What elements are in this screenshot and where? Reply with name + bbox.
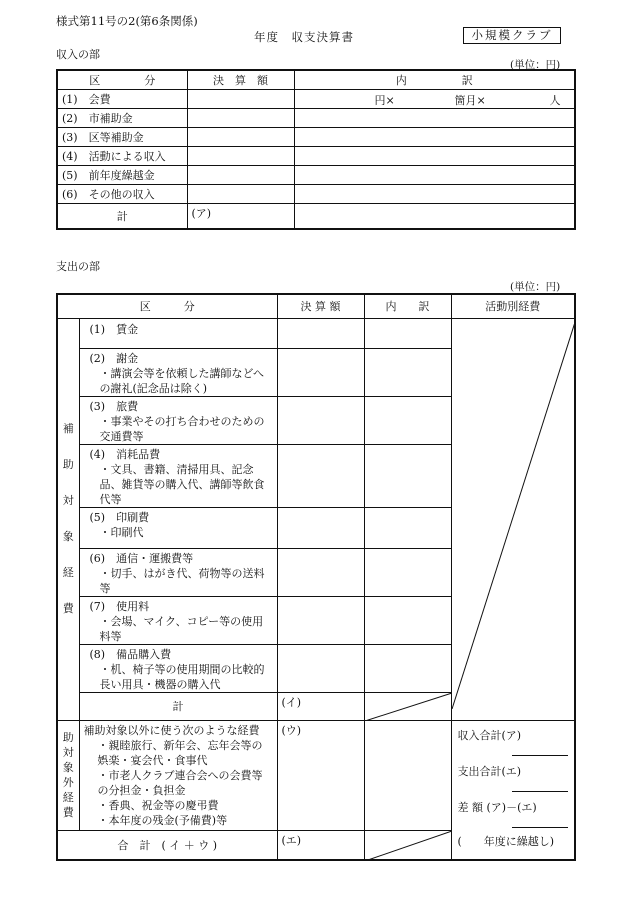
summary-cell — [451, 720, 575, 860]
non-subsidy-category-label: 助 対 象 外 経 費 — [57, 720, 79, 830]
non-subsidy-mark: (ウ) — [281, 723, 302, 737]
expense-detail-cell[interactable] — [364, 596, 451, 644]
expense-item-desc: ・講演会等を依頼した講師などへの謝礼(記念品は除く) — [99, 366, 265, 395]
expense-table — [56, 293, 576, 861]
summary-expense-total: 支出合計(エ) — [457, 764, 522, 778]
income-detail-cell[interactable] — [294, 127, 575, 146]
expense-item — [79, 348, 277, 396]
form-number: 様式第11号の2(第6条関係) — [56, 14, 198, 28]
expense-item-title: (4) 消耗品費 — [89, 447, 161, 461]
expense-detail-cell[interactable] — [364, 644, 451, 692]
expense-amount-cell[interactable] — [277, 348, 364, 396]
subtotal-diagonal — [365, 693, 452, 721]
subsidy-category-label: 補 助 対 象 経 費 — [57, 318, 79, 720]
income-header-category: 区 分 — [57, 70, 187, 89]
non-subsidy-amount-cell[interactable] — [277, 720, 364, 830]
expense-detail-cell[interactable] — [364, 444, 451, 507]
summary-expense-line — [512, 791, 568, 792]
summary-income-line — [512, 755, 568, 756]
expense-item-title: (1) 賃金 — [89, 322, 139, 336]
income-row-label: (4) 活動による収入 — [57, 146, 187, 165]
income-row-label: (1) 会費 — [57, 89, 187, 108]
non-subsidy-detail-cell[interactable] — [364, 720, 451, 830]
expense-item — [79, 596, 277, 644]
expense-item-title: (5) 印刷費 — [89, 510, 150, 524]
expense-amount-cell[interactable] — [277, 318, 364, 348]
summary-income-total: 収入合計(ア) — [457, 728, 522, 742]
expense-item-title: (2) 謝金 — [89, 351, 139, 365]
expense-item — [79, 396, 277, 444]
income-row-label: (2) 市補助金 — [57, 108, 187, 127]
activity-cost-column — [451, 318, 575, 720]
income-section-title: 収入の部 — [56, 48, 100, 61]
expense-detail-cell[interactable] — [364, 348, 451, 396]
expense-item-title: (8) 備品購入費 — [89, 647, 172, 661]
non-subsidy-description — [79, 720, 277, 830]
income-detail-cell[interactable] — [294, 89, 575, 108]
expense-header-amount: 決 算 額 — [277, 294, 364, 318]
membership-unit-yen: 円× — [374, 93, 395, 107]
non-subsidy-line: ・本年度の残金(予備費)等 — [97, 813, 228, 827]
expense-amount-cell[interactable] — [277, 396, 364, 444]
subsidy-subtotal-cell[interactable] — [277, 692, 364, 720]
income-detail-cell[interactable] — [294, 108, 575, 127]
document-title: 年度 収支決算書 — [254, 30, 354, 44]
non-subsidy-line: ・親睦旅行、新年会、忘年会等の娯楽・宴会代・食事代 — [97, 738, 263, 767]
income-detail-cell[interactable] — [294, 184, 575, 203]
income-amount-cell[interactable] — [187, 146, 294, 165]
expense-item-desc: ・文具、書籍、清掃用具、記念品、雑貨等の購入代、講師等飲食代等 — [99, 462, 265, 506]
non-subsidy-line: ・市老人クラブ連合会への会費等の分担金・負担金 — [97, 768, 263, 797]
membership-unit-people: 人 — [549, 93, 561, 107]
summary-difference: 差 額 (ア)－(エ) — [457, 800, 537, 814]
expense-item — [79, 644, 277, 692]
expense-amount-cell[interactable] — [277, 596, 364, 644]
income-row-label: (5) 前年度繰越金 — [57, 165, 187, 184]
expense-amount-cell[interactable] — [277, 444, 364, 507]
income-detail-cell[interactable] — [294, 165, 575, 184]
expense-detail-cell[interactable] — [364, 396, 451, 444]
expense-amount-cell[interactable] — [277, 548, 364, 596]
expense-amount-cell[interactable] — [277, 644, 364, 692]
income-row-label: (6) その他の収入 — [57, 184, 187, 203]
income-row — [57, 184, 575, 203]
grand-total-diagonal — [365, 831, 452, 861]
income-row-label: (3) 区等補助金 — [57, 127, 187, 146]
non-subsidy-intro: 補助対象以外に使う次のような経費 — [83, 723, 260, 737]
income-row — [57, 165, 575, 184]
expense-item-desc: ・会場、マイク、コピー等の使用料等 — [99, 614, 264, 643]
income-table — [56, 69, 576, 230]
expense-item — [79, 318, 277, 348]
expense-header-activity: 活動別経費 — [451, 294, 575, 318]
expense-item-title: (6) 通信・運搬費等 — [89, 551, 194, 565]
summary-difference-line — [512, 827, 568, 828]
club-type-box: 小規模クラブ — [463, 27, 561, 44]
expense-item-desc: ・事業やその打ち合わせのための交通費等 — [99, 414, 265, 443]
grand-total-detail — [364, 830, 451, 860]
expense-item — [79, 507, 277, 548]
income-total-mark: (ア) — [191, 206, 212, 220]
income-row — [57, 89, 575, 108]
income-row — [57, 146, 575, 165]
subtotal-mark: (イ) — [281, 695, 302, 709]
expense-section-title: 支出の部 — [56, 260, 100, 273]
income-row — [57, 108, 575, 127]
income-amount-cell[interactable] — [187, 108, 294, 127]
grand-total-mark: (エ) — [281, 833, 302, 847]
activity-diagonal — [452, 319, 576, 709]
subsidy-subtotal-detail — [364, 692, 451, 720]
income-amount-cell[interactable] — [187, 127, 294, 146]
expense-item — [79, 444, 277, 507]
expense-header-category: 区 分 — [57, 294, 277, 318]
income-amount-cell[interactable] — [187, 184, 294, 203]
expense-item-desc: ・印刷代 — [99, 525, 144, 539]
grand-total-label: 合 計 ( イ ＋ ウ ) — [57, 830, 277, 860]
expense-detail-cell[interactable] — [364, 548, 451, 596]
income-total-detail — [294, 203, 575, 229]
expense-amount-cell[interactable] — [277, 507, 364, 548]
income-unit: (単位：円) — [510, 59, 561, 71]
income-detail-cell[interactable] — [294, 146, 575, 165]
expense-unit: (単位：円) — [510, 281, 561, 293]
income-total-cell[interactable] — [187, 203, 294, 229]
expense-item — [79, 548, 277, 596]
expense-header-detail: 内 訳 — [364, 294, 451, 318]
non-subsidy-line: ・香典、祝金等の慶弔費 — [97, 798, 219, 812]
income-amount-cell[interactable] — [187, 165, 294, 184]
income-total-row — [57, 203, 575, 229]
income-header-amount: 決 算 額 — [187, 70, 294, 89]
expense-item-desc: ・切手、はがき代、荷物等の送料等 — [99, 566, 265, 595]
income-amount-cell[interactable] — [187, 89, 294, 108]
summary-carryover: ( 年度に繰越し) — [457, 834, 555, 848]
subsidy-subtotal-label: 計 — [79, 692, 277, 720]
expense-item-title: (3) 旅費 — [89, 399, 139, 413]
income-row — [57, 127, 575, 146]
grand-total-cell[interactable] — [277, 830, 364, 860]
expense-detail-cell[interactable] — [364, 318, 451, 348]
expense-item-desc: ・机、椅子等の使用期間の比較的長い用具・機器の購入代 — [99, 662, 265, 691]
income-total-label: 計 — [57, 203, 187, 229]
membership-unit-months: 箇月× — [454, 93, 486, 107]
expense-item-title: (7) 使用料 — [89, 599, 150, 613]
expense-detail-cell[interactable] — [364, 507, 451, 548]
income-header-detail: 内 訳 — [294, 70, 575, 89]
